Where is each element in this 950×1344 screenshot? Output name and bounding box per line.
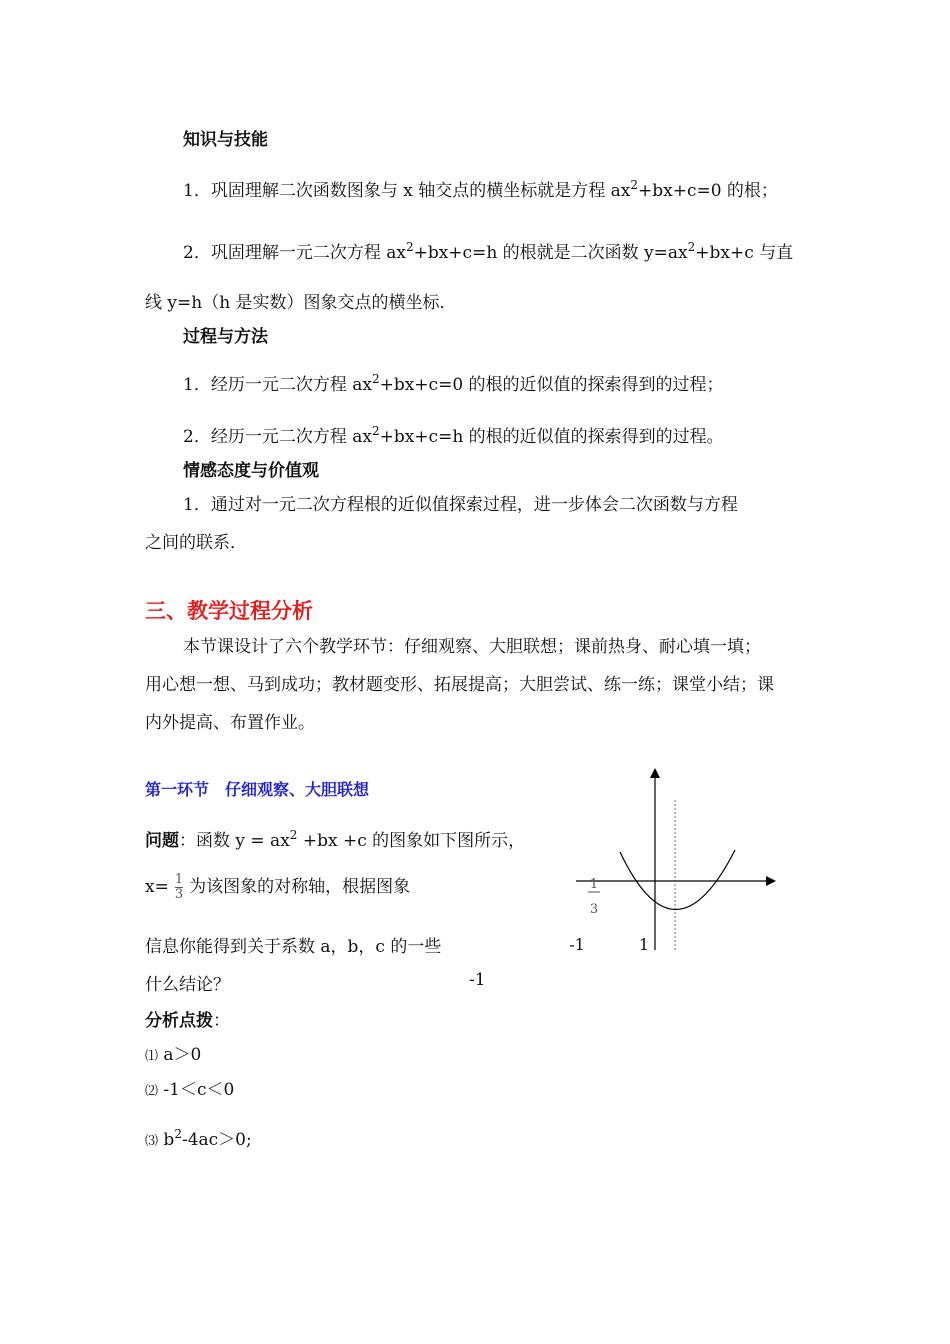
link1-title: 第一环节 仔细观察、大胆联想 — [145, 780, 370, 799]
heading-knowledge-skills: 知识与技能 — [183, 130, 268, 150]
analysis-item-3 — [145, 1125, 252, 1150]
graph-frac-numerator: 1 — [589, 877, 599, 892]
parabola-graph — [560, 760, 790, 960]
knowledge-item-1-text: 1．巩固理解二次函数图象与 x 轴交点的横坐标就是方程 ax — [183, 181, 631, 201]
superscript: 2 — [687, 240, 696, 254]
analysis-heading — [145, 1006, 230, 1031]
knowledge-item-2-text: 2．巩固理解一元二次方程 ax — [183, 243, 406, 263]
section-paragraph-line-2: 用心想一想、马到成功；教材题变形、拓展提高；大胆尝试、练一练；课堂小结；课 — [145, 675, 774, 695]
knowledge-item-1 — [183, 176, 778, 201]
x-equals: x= — [145, 877, 169, 897]
knowledge-item-2 — [183, 238, 793, 263]
graph-label-x-neg1: -1 — [569, 935, 585, 954]
process-item-2-text-end: +bx+c=h 的根的近似值的探索得到的过程。 — [379, 427, 724, 447]
process-item-1-text-end: +bx+c=0 的根的近似值的探索得到的过程； — [379, 375, 724, 395]
superscript: 2 — [405, 240, 414, 254]
item-number: ⑶ — [145, 1134, 159, 1149]
item-number: ⑵ — [145, 1084, 159, 1099]
item-text-end: -4ac＞0; — [181, 1130, 252, 1150]
analysis-label: 分析点拨 — [145, 1011, 213, 1031]
process-item-2-text: 2．经历一元二次方程 ax — [183, 427, 372, 447]
question-line-4: 什么结论？ — [145, 975, 230, 995]
analysis-item-1 — [145, 1040, 201, 1065]
attitude-item-1: 1．通过对一元二次方程根的近似值探索过程，进一步体会二次函数与方程 — [183, 495, 738, 515]
fraction-denominator: 3 — [174, 887, 184, 902]
section-paragraph-line-3: 内外提高、布置作业。 — [145, 713, 315, 733]
section-title: 三、教学过程分析 — [145, 599, 313, 623]
knowledge-item-1-text-end: +bx+c=0 的根； — [637, 181, 778, 201]
question-line-1 — [145, 826, 525, 851]
question-text: ：函数 y = ax — [179, 831, 290, 851]
parabola-curve — [620, 850, 735, 910]
question-label: 问题 — [145, 831, 179, 851]
attitude-item-1-continued: 之间的联系． — [145, 533, 247, 553]
knowledge-item-2-continued: 线 y=h（h 是实数）图象交点的横坐标． — [145, 293, 457, 313]
question-text-axis: 为该图象的对称轴，根据图象 — [189, 877, 411, 897]
analysis-colon: ： — [213, 1011, 230, 1031]
process-item-1 — [183, 370, 724, 395]
question-text-end: +bx +c 的图象如下图所示， — [297, 831, 526, 851]
section-paragraph-line-1: 本节课设计了六个教学环节：仔细观察、大胆联想；课前热身、耐心填一填； — [183, 637, 761, 657]
heading-attitude-values: 情感态度与价值观 — [183, 461, 319, 481]
process-item-1-text: 1．经历一元二次方程 ax — [183, 375, 372, 395]
graph-label-x-1: 1 — [638, 935, 650, 954]
heading-process-methods: 过程与方法 — [183, 327, 268, 347]
item-text: a＞0 — [158, 1045, 202, 1065]
superscript: 2 — [289, 828, 298, 842]
question-line-3: 信息你能得到关于系数 a，b，c 的一些 — [145, 937, 442, 957]
superscript: 2 — [371, 424, 380, 438]
item-number: ⑴ — [145, 1049, 159, 1064]
superscript: 2 — [174, 1127, 182, 1141]
graph-label-y-neg1: -1 — [469, 970, 486, 990]
knowledge-item-2-text-mid: +bx+c=h 的根就是二次函数 y=ax — [413, 243, 688, 263]
item-text: b — [158, 1130, 175, 1150]
fraction-numerator: 1 — [174, 872, 184, 887]
superscript: 2 — [630, 178, 638, 192]
fraction-one-third — [175, 873, 183, 902]
item-text: -1＜c＜0 — [158, 1080, 235, 1100]
superscript: 2 — [371, 372, 380, 386]
analysis-item-2 — [145, 1075, 234, 1100]
knowledge-item-2-text-end: +bx+c 与直 — [695, 243, 794, 263]
graph-frac-denominator: 3 — [589, 902, 599, 917]
process-item-2 — [183, 422, 724, 447]
question-line-2 — [145, 872, 410, 902]
